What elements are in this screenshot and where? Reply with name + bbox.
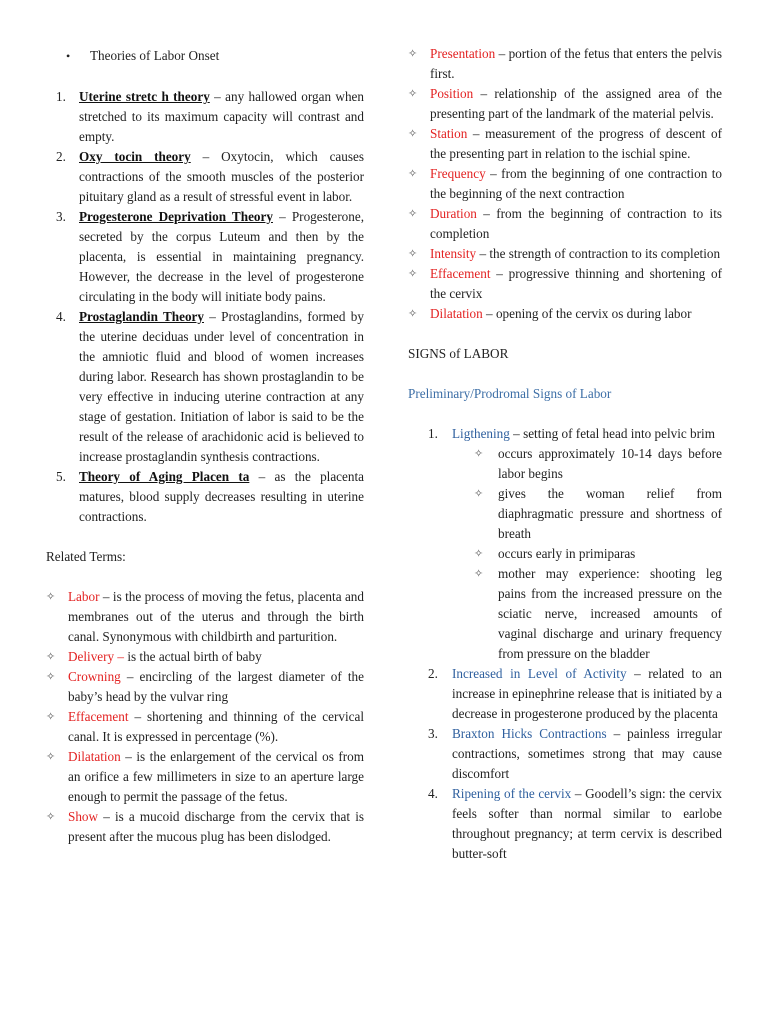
sub-item: ✧ gives the woman relief from diaphragmatic pressure and shortness of breath <box>474 486 722 541</box>
term-name: Delivery – <box>68 649 125 664</box>
term-item: ✧ Delivery – is the actual birth of baby <box>46 647 364 667</box>
sign-name: Increased in Level of Activity <box>452 666 627 681</box>
theory-term: Uterine stretc h theory <box>79 89 210 104</box>
theory-term: Theory of Aging Placen ta <box>79 469 250 484</box>
term-name: Duration <box>430 206 477 221</box>
term-item: ✧ Dilatation – is the enlargement of the cervical os from an orifice a few millimeters in size to an aperture large enough to permit the passage of the fetus. <box>46 749 364 804</box>
sparkle-bullet-icon: ✧ <box>408 127 418 140</box>
theory-item: 4. Prostaglandin Theory – Prostaglandins, formed by the uterine deciduas under level of concentration in the amniotic fluid and blood of women increases during labor. Research has shown prostaglandin to be very effective in inducing uterine contraction at any stage of gestation. Initiation of labor is said to be the result of the release of arachidonic acid is believed to increase prostaglandin synthesis contractions. <box>56 309 364 464</box>
sparkle-bullet-icon: ✧ <box>46 710 56 723</box>
sparkle-bullet-icon: ✧ <box>408 207 418 220</box>
sign-item: 1. Ligthening – setting of fetal head into pelvic brim ✧ occurs approximately 10-14 days before labor begins ✧ gives the woman relief from diaphragmatic pressure and shortness of breath ✧ occurs early in primiparas ✧ mother may experience: shooting leg pains from the increased pressure on the sciatic nerve, increased amounts of vaginal discharge and urinary frequency from pressure on the bladder <box>408 424 722 664</box>
sparkle-bullet-icon: ✧ <box>408 307 418 320</box>
term-item: ✧ Intensity – the strength of contraction to its completion <box>408 244 722 264</box>
sparkle-bullet-icon: ✧ <box>474 447 484 460</box>
related-terms-heading: Related Terms: <box>46 549 126 564</box>
sparkle-bullet-icon: ✧ <box>408 47 418 60</box>
term-item: ✧ Frequency – from the beginning of one contraction to the beginning of the next contraction <box>408 166 722 201</box>
sign-item: 3. Braxton Hicks Contractions – painless irregular contractions, sometimes strong that may cause discomfort <box>428 726 722 781</box>
sparkle-bullet-icon: ✧ <box>474 487 484 500</box>
theories-list <box>46 87 364 527</box>
theory-item: 1. Uterine stretc h theory – any hallowed organ when stretched to its maximum capacity will contrast and empty. <box>56 89 364 144</box>
term-name: Labor <box>68 589 100 604</box>
sub-item: ✧ mother may experience: shooting leg pains from the increased pressure on the sciatic nerve, increased amounts of vaginal discharge and urinary frequency from pressure on the bladder <box>474 566 722 661</box>
term-item: ✧ Show – is a mucoid discharge from the cervix that is present after the mucous plug has been dislodged. <box>46 809 364 844</box>
term-item: ✧ Effacement – progressive thinning and shortening of the cervix <box>408 266 722 301</box>
theory-term: Progesterone Deprivation Theory <box>79 209 273 224</box>
left-column <box>46 44 364 847</box>
term-name: Presentation <box>430 46 496 61</box>
sparkle-bullet-icon: ✧ <box>46 750 56 763</box>
sparkle-bullet-icon: ✧ <box>46 670 56 683</box>
signs-of-labor-heading: SIGNS of LABOR <box>408 346 509 361</box>
term-item: ✧ Crowning – encircling of the largest diameter of the baby’s head by the vulvar ring <box>46 669 364 704</box>
term-item: ✧ Station – measurement of the progress of descent of the presenting part in relation to the ischial spine. <box>408 126 722 161</box>
related-terms-list <box>46 587 364 847</box>
term-item: ✧ Presentation – portion of the fetus that enters the pelvis first. <box>408 46 722 81</box>
theory-item: 2. Oxy tocin theory – Oxytocin, which causes contractions of the smooth muscles of the posterior pituitary gland as a result of stressful event in labor. <box>56 149 364 204</box>
right-column <box>408 44 722 864</box>
term-name: Station <box>430 126 468 141</box>
sub-item: ✧ occurs early in primiparas <box>474 544 722 564</box>
sign-name: Ligthening <box>452 426 510 441</box>
sparkle-bullet-icon: ✧ <box>474 547 484 560</box>
term-item: ✧ Duration – from the beginning of contraction to its completion <box>408 206 722 241</box>
sub-item: ✧ occurs approximately 10-14 days before labor begins <box>474 446 722 481</box>
theories-heading: • Theories of Labor Onset <box>46 46 364 66</box>
term-name: Effacement <box>430 266 491 281</box>
sign-sublist <box>474 444 722 664</box>
theory-item: 5. Theory of Aging Placen ta – as the placenta matures, blood supply decreases resulting in uterine contractions. <box>56 469 364 524</box>
prodromal-signs-heading: Preliminary/Prodromal Signs of Labor <box>408 386 612 401</box>
sign-item: 2. Increased in Level of Activity – related to an increase in epinephrine release that is initiated by a decrease in progesterone produced by the placenta <box>428 666 722 721</box>
term-item: ✧ Dilatation – opening of the cervix os during labor <box>408 304 722 324</box>
term-name: Frequency <box>430 166 486 181</box>
sparkle-bullet-icon: ✧ <box>46 810 56 823</box>
bullet-icon: • <box>66 49 71 63</box>
sparkle-bullet-icon: ✧ <box>408 267 418 280</box>
term-item: ✧ Labor – is the process of moving the fetus, placenta and membranes out of the uterus and through the birth canal. Synonymous with childbirth and parturition. <box>46 589 364 644</box>
term-item: ✧ Position – relationship of the assigned area of the presenting part of the landmark of the material pelvis. <box>408 86 722 121</box>
sparkle-bullet-icon: ✧ <box>46 650 56 663</box>
sparkle-bullet-icon: ✧ <box>408 167 418 180</box>
term-name: Dilatation <box>430 306 483 321</box>
theory-item: 3. Progesterone Deprivation Theory – Progesterone, secreted by the corpus Luteum and then by the placenta, is essential in maintaining pregnancy. However, the decrease in the level of progesterone circulating in the body will initiate body pains. <box>56 209 364 304</box>
sign-item: 4. Ripening of the cervix – Goodell’s sign: the cervix feels softer than normal similar to earlobe throughout pregnancy; at term cervix is described butter-soft <box>428 786 722 861</box>
sign-name: Ripening of the cervix <box>452 786 572 801</box>
theory-term: Prostaglandin Theory <box>79 309 204 324</box>
theory-term: Oxy tocin theory <box>79 149 191 164</box>
sparkle-bullet-icon: ✧ <box>408 247 418 260</box>
term-name: Show <box>68 809 99 824</box>
sign-name: Braxton Hicks Contractions <box>452 726 607 741</box>
term-item: ✧ Effacement – shortening and thinning of the cervical canal. It is expressed in percentage (%). <box>46 709 364 744</box>
signs-list <box>408 424 722 864</box>
sparkle-bullet-icon: ✧ <box>408 87 418 100</box>
term-name: Crowning <box>68 669 121 684</box>
term-name: Effacement <box>68 709 129 724</box>
labor-terms-list <box>408 44 722 324</box>
sparkle-bullet-icon: ✧ <box>46 590 56 603</box>
term-name: Position <box>430 86 474 101</box>
term-name: Dilatation <box>68 749 121 764</box>
term-name: Intensity <box>430 246 477 261</box>
sparkle-bullet-icon: ✧ <box>474 567 484 580</box>
